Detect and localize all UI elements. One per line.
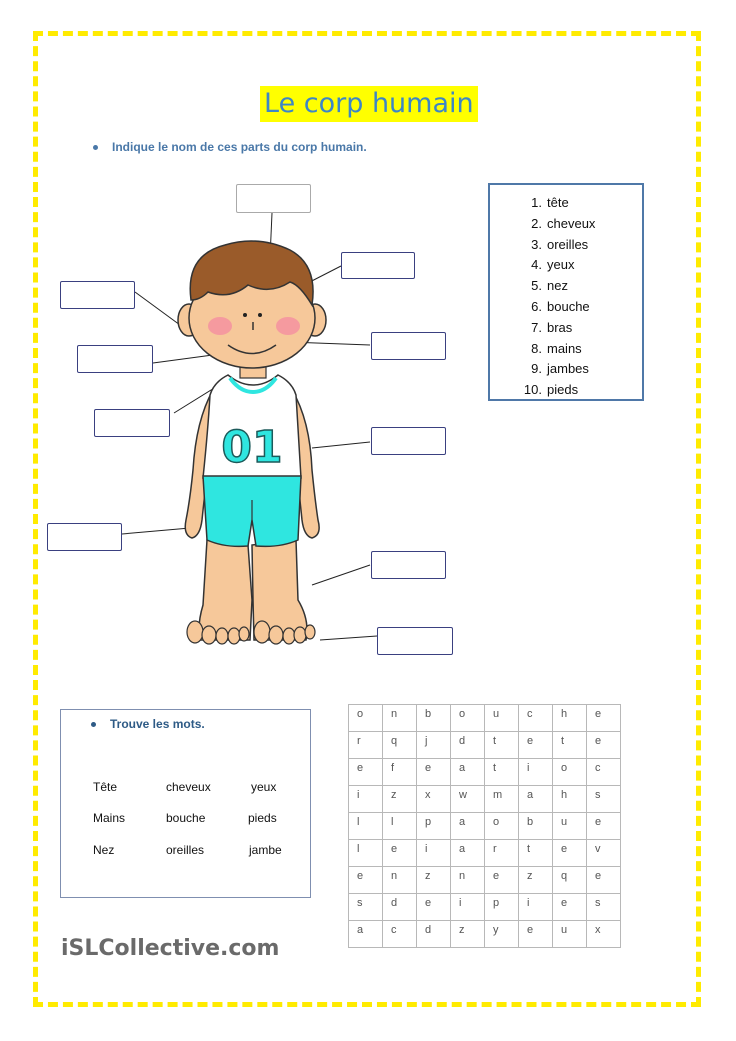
word-list-item (520, 193, 595, 214)
word-search-cell[interactable]: x (417, 786, 451, 813)
word-list-item (520, 359, 595, 380)
word-list-word: bouche (547, 298, 590, 314)
word-search-cell[interactable]: e (587, 813, 621, 840)
word-search-cell[interactable]: a (451, 840, 485, 867)
word-search-cell[interactable]: z (383, 786, 417, 813)
word-search-cell[interactable]: m (485, 786, 519, 813)
word-list-item (520, 297, 595, 318)
word-search-cell[interactable]: q (383, 732, 417, 759)
word-search-cell[interactable]: n (451, 867, 485, 894)
label-box-leg[interactable] (371, 551, 446, 579)
find-word: Tête (93, 780, 118, 794)
word-search-cell[interactable]: e (519, 921, 553, 948)
word-list-number: 7. (531, 319, 542, 335)
find-word: oreilles (166, 843, 205, 857)
right-cheek (276, 317, 300, 335)
word-search-row (349, 813, 621, 840)
word-search-cell[interactable]: e (553, 894, 587, 921)
word-search-cell[interactable]: o (485, 813, 519, 840)
word-search-cell[interactable]: i (349, 786, 383, 813)
find-words-title: Trouve les mots. (91, 717, 205, 731)
word-list-number: 6. (531, 298, 542, 314)
word-list-number: 4. (531, 257, 542, 273)
word-search-cell[interactable]: e (485, 867, 519, 894)
word-search-grid (348, 704, 621, 948)
instruction-label: Indique le nom de ces parts du corp humain. (112, 140, 367, 154)
word-search-cell[interactable]: s (587, 786, 621, 813)
footer-logo: iSLCollective.com (61, 936, 280, 961)
word-search-cell[interactable]: o (553, 759, 587, 786)
label-box-hand[interactable] (47, 523, 122, 551)
word-search-cell[interactable]: a (519, 786, 553, 813)
word-search-cell[interactable]: e (587, 732, 621, 759)
word-list-item (520, 380, 595, 401)
word-search-cell[interactable]: d (417, 921, 451, 948)
word-search-row (349, 894, 621, 921)
find-word: Nez (93, 843, 115, 857)
word-search-cell[interactable]: e (417, 759, 451, 786)
word-search-cell[interactable]: e (519, 732, 553, 759)
word-search-cell[interactable]: t (485, 759, 519, 786)
word-search-cell[interactable]: w (451, 786, 485, 813)
word-search-cell[interactable]: l (349, 813, 383, 840)
word-search-cell[interactable]: e (349, 867, 383, 894)
word-search-cell[interactable]: u (553, 921, 587, 948)
word-list-number: 3. (531, 236, 542, 252)
word-list-number: 8. (531, 340, 542, 356)
word-search-cell[interactable]: c (587, 759, 621, 786)
find-words-box (60, 709, 311, 898)
word-search-cell[interactable]: d (451, 732, 485, 759)
word-search-cell[interactable]: e (587, 867, 621, 894)
label-box-arm[interactable] (371, 427, 446, 455)
word-search-cell[interactable]: l (349, 840, 383, 867)
left-leg (199, 540, 252, 640)
word-search-cell[interactable]: a (451, 759, 485, 786)
shirt-number: 01 (221, 422, 283, 473)
word-list-word: yeux (547, 257, 575, 273)
label-box-hair[interactable] (341, 252, 415, 279)
word-search-cell[interactable]: y (485, 921, 519, 948)
word-search-cell[interactable]: s (349, 894, 383, 921)
word-list-word: oreilles (547, 236, 589, 252)
word-list-item (520, 276, 595, 297)
word-search-cell[interactable]: e (587, 705, 621, 732)
word-search-row (349, 705, 621, 732)
word-search-cell[interactable]: a (451, 813, 485, 840)
word-list-word: mains (547, 340, 582, 356)
word-list-word: cheveux (547, 215, 596, 231)
word-search-cell[interactable]: u (485, 705, 519, 732)
word-search-row (349, 921, 621, 948)
label-box-mouth[interactable] (77, 345, 153, 373)
page-title: Le corp humain (260, 86, 478, 122)
word-list-number: 10. (523, 382, 542, 398)
word-search-cell[interactable]: t (485, 732, 519, 759)
word-list-number: 5. (531, 278, 542, 294)
word-search-row (349, 786, 621, 813)
word-search-cell[interactable]: p (485, 894, 519, 921)
word-list-item (520, 339, 595, 360)
word-list-item (520, 255, 595, 276)
word-search-cell[interactable]: c (383, 921, 417, 948)
word-search-cell[interactable]: f (383, 759, 417, 786)
word-search-cell[interactable]: n (383, 867, 417, 894)
word-search-cell[interactable]: r (349, 732, 383, 759)
find-word: yeux (251, 780, 277, 794)
word-search-cell[interactable]: b (417, 705, 451, 732)
find-word: Mains (93, 811, 126, 825)
word-list-number: 9. (531, 361, 542, 377)
word-list-word: tête (547, 195, 569, 210)
word-search-cell[interactable]: h (553, 786, 587, 813)
word-search-cell[interactable]: p (417, 813, 451, 840)
word-list-item (520, 318, 595, 339)
word-search-row (349, 867, 621, 894)
word-list-item (520, 235, 595, 256)
label-box-foot[interactable] (377, 627, 453, 655)
word-search-cell[interactable]: l (383, 813, 417, 840)
label-box-head[interactable] (236, 184, 311, 213)
find-word: jambe (249, 843, 282, 857)
word-search-cell[interactable]: x (587, 921, 621, 948)
word-search-row (349, 840, 621, 867)
find-word: cheveux (166, 780, 211, 794)
label-box-neck[interactable] (94, 409, 170, 437)
word-search-cell[interactable]: e (349, 759, 383, 786)
word-search-cell[interactable]: d (383, 894, 417, 921)
word-search-cell[interactable]: o (451, 705, 485, 732)
word-search-cell[interactable]: e (417, 894, 451, 921)
word-search-cell[interactable]: i (417, 840, 451, 867)
word-search-cell[interactable]: r (485, 840, 519, 867)
word-list-number: 2. (531, 215, 542, 231)
word-search-row (349, 732, 621, 759)
label-box-nose[interactable] (371, 332, 446, 360)
word-search-cell[interactable]: o (349, 705, 383, 732)
find-word: pieds (248, 811, 277, 825)
word-search-cell[interactable]: u (553, 813, 587, 840)
word-list-box (488, 183, 644, 401)
bullet-icon (91, 722, 96, 727)
word-search-cell[interactable]: h (553, 705, 587, 732)
word-list-word: pieds (547, 382, 579, 398)
word-search-cell[interactable]: i (519, 759, 553, 786)
word-list-item (520, 214, 595, 235)
find-word: bouche (166, 811, 206, 825)
word-search-cell[interactable]: j (417, 732, 451, 759)
word-search-row (349, 759, 621, 786)
word-search-cell[interactable]: i (519, 894, 553, 921)
word-search-cell[interactable]: n (383, 705, 417, 732)
word-search-cell[interactable]: e (383, 840, 417, 867)
word-search-cell[interactable]: s (587, 894, 621, 921)
word-search-cell[interactable]: v (587, 840, 621, 867)
left-cheek (208, 317, 232, 335)
word-search-cell[interactable]: c (519, 705, 553, 732)
word-search-cell[interactable]: t (519, 840, 553, 867)
word-search-cell[interactable]: q (553, 867, 587, 894)
label-box-ear[interactable] (60, 281, 135, 309)
word-list-word: bras (547, 319, 573, 335)
word-list (520, 193, 595, 401)
word-search-cell[interactable]: e (553, 840, 587, 867)
word-search-cell[interactable]: i (451, 894, 485, 921)
word-list-word: nez (547, 278, 568, 294)
word-search-cell[interactable]: a (349, 921, 383, 948)
word-list-word: jambes (547, 361, 589, 377)
word-search-cell[interactable]: t (553, 732, 587, 759)
word-search-cell[interactable]: z (519, 867, 553, 894)
word-search-cell[interactable]: b (519, 813, 553, 840)
word-search-cell[interactable]: z (451, 921, 485, 948)
word-list-number: 1. (531, 195, 542, 210)
word-search-cell[interactable]: z (417, 867, 451, 894)
